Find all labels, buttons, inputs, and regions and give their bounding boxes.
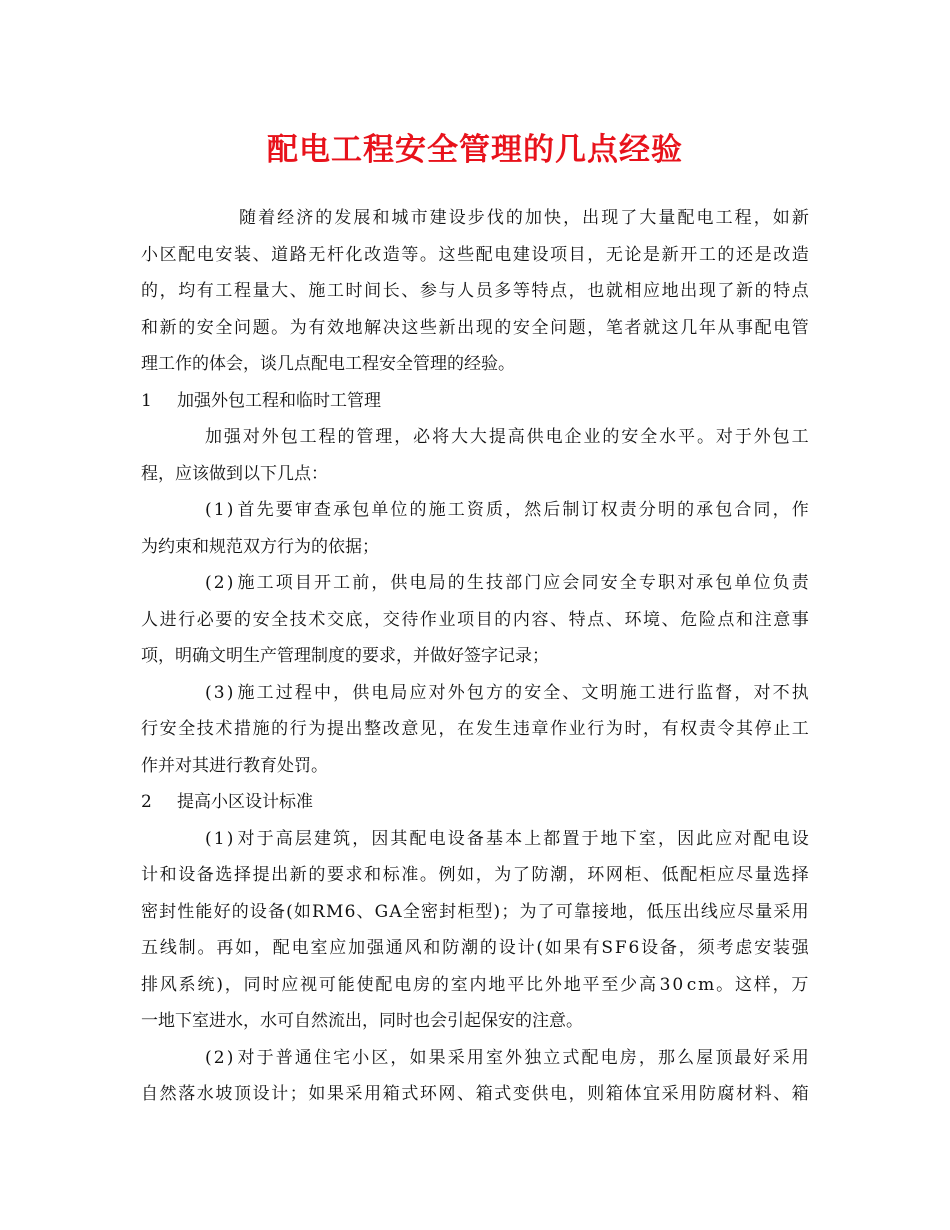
- document-body: [141, 200, 809, 1113]
- paragraph-line: 小 区 配 电 安 装 、 道 路 无 杆 化 改 造 等 。 这 些 配 电 建 设 项 目 ， 无 论 是 新 开 工 的 还 是 改 造: [141, 244, 809, 265]
- section-number: 1: [141, 390, 152, 411]
- list-item-line: 自 然 落 水 坡 顶 设 计 ； 如 果 采 用 箱 式 环 网 、 箱 式 变 供 电 ， 则 箱 体 宜 采 用 防 腐 材 料 、 箱: [141, 1084, 809, 1104]
- list-item-line: 作并对其进行教育处罚。: [141, 755, 328, 776]
- section-title: 提高小区设计标准: [177, 792, 313, 812]
- list-item-line: 一地下室进水，水可自然流出，同时也会引起保安的注意。: [141, 1011, 583, 1031]
- list-item-line: ( 2 ) 对 于 普 通 住 宅 小 区 ， 如 果 采 用 室 外 独 立 式 配 电 房 ， 那 么 屋 顶 最 好 采 用: [205, 1047, 809, 1068]
- paragraph-line: 的 ， 均 有 工 程 量 大 、 施 工 时 间 长 、 参 与 人 员 多 等 特 点 ， 也 就 相 应 地 出 现 了 新 的 特 点: [141, 281, 809, 301]
- paragraph-line: 程，应该做到以下几点：: [141, 463, 328, 484]
- list-item-line: ( 1 ) 对 于 高 层 建 筑 ， 因 其 配 电 设 备 基 本 上 都 置 于 地 下 室 ， 因 此 应 对 配 电 设: [205, 828, 809, 849]
- document-title: 配电工程安全管理的几点经验: [267, 132, 683, 168]
- paragraph-line: 加 强 对 外 包 工 程 的 管 理 ， 必 将 大 大 提 高 供 电 企 业 的 安 全 水 平 。 对 于 外 包 工: [205, 427, 809, 447]
- list-item-line: 五 线 制 。 再 如 ， 配 电 室 应 加 强 通 风 和 防 潮 的 设 计 ( 如 果 有 S F 6 设 备 ， 须 考 虑 安 装 强: [141, 938, 809, 958]
- paragraph-line: 随 着 经 济 的 发 展 和 城 市 建 设 步 伐 的 加 快 ， 出 现 了 大 量 配 电 工 程 ， 如 新: [239, 208, 809, 228]
- section-heading-2: [141, 784, 809, 821]
- section-number: 2: [141, 792, 152, 812]
- list-item-line: ( 3 ) 施 工 过 程 中 ， 供 电 局 应 对 外 包 方 的 安 全 、 文 明 施 工 进 行 监 督 ， 对 不 执: [205, 682, 809, 703]
- section-title: 加强外包工程和临时工管理: [177, 390, 381, 411]
- list-item-line: 为约束和规范双方行为的依据；: [141, 536, 379, 557]
- list-item-line: 密 封 性 能 好 的 设 备 ( 如 R M 6 、 G A 全 密 封 柜 型 ) ； 为 了 可 靠 接 地 ， 低 压 出 线 应 尽 量 采 用: [141, 901, 809, 922]
- section-heading-1: [141, 383, 809, 420]
- list-item-line: 行 安 全 技 术 措 施 的 行 为 提 出 整 改 意 见 ， 在 发 生 违 章 作 业 行 为 时 ， 有 权 责 令 其 停 止 工: [141, 719, 809, 739]
- list-item-line: ( 2 ) 施 工 项 目 开 工 前 ， 供 电 局 的 生 技 部 门 应 会 同 安 全 专 职 对 承 包 单 位 负 责: [205, 573, 809, 593]
- list-item-line: 人 进 行 必 要 的 安 全 技 术 交 底 ， 交 待 作 业 项 目 的 内 容 、 特 点 、 环 境 、 危 险 点 和 注 意 事: [141, 609, 809, 630]
- paragraph-line: 理工作的体会，谈几点配电工程安全管理的经验。: [141, 354, 515, 374]
- list-item-line: 排 风 系 统 ) ， 同 时 应 视 可 能 使 配 电 房 的 室 内 地 平 比 外 地 平 至 少 高 3 0 c m 。 这 样 ， 万: [141, 974, 809, 995]
- list-item-line: 计 和 设 备 选 择 提 出 新 的 要 求 和 标 准 。 例 如 ， 为 了 防 潮 ， 环 网 柜 、 低 配 柜 应 尽 量 选 择: [141, 865, 809, 885]
- list-item-line: ( 1 ) 首 先 要 审 查 承 包 单 位 的 施 工 资 质 ， 然 后 制 订 权 责 分 明 的 承 包 合 同 ， 作: [205, 500, 809, 520]
- paragraph-line: 和 新 的 安 全 问 题 。 为 有 效 地 解 决 这 些 新 出 现 的 安 全 问 题 ， 笔 者 就 这 几 年 从 事 配 电 管: [141, 317, 809, 338]
- list-item-line: 项，明确文明生产管理制度的要求，并做好签字记录；: [141, 646, 549, 666]
